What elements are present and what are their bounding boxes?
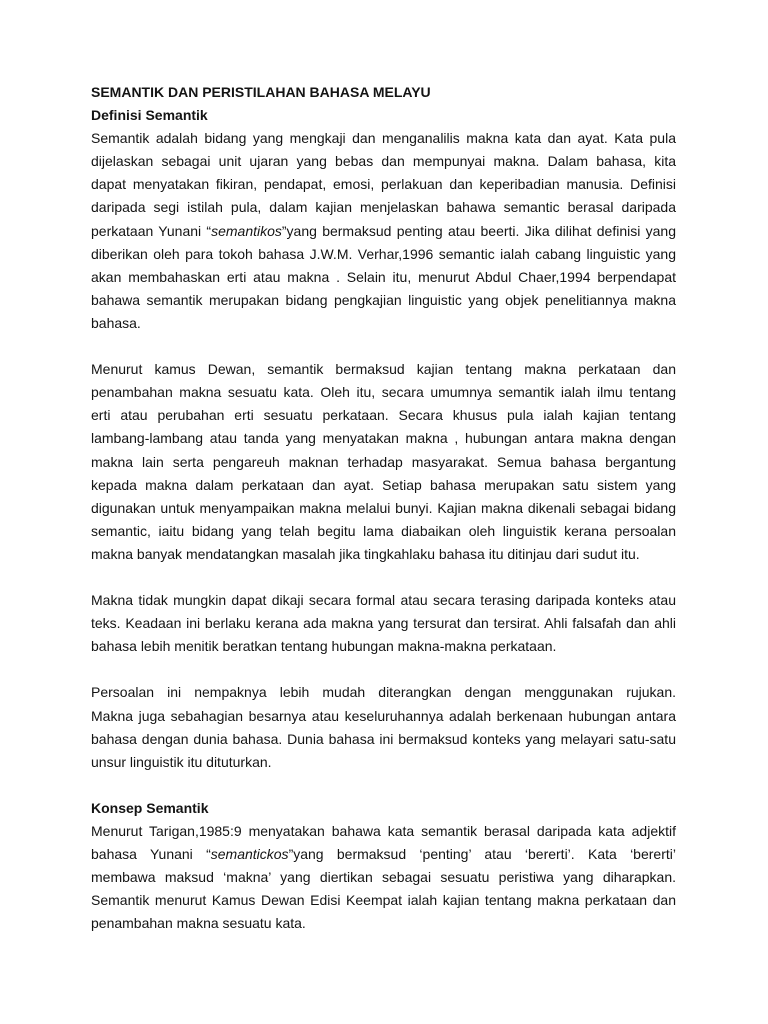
document-body [91,81,676,959]
line-segment: bahasa Yunani “ [91,846,211,863]
emphasized-term: semantikos [211,222,282,239]
line-segment: ”yang bermaksud ‘penting’ atau ‘bererti’. Kata ‘bererti’ [288,846,676,863]
paragraph-line: membawa maksud ‘makna’ yang diertikan sebagai sesuatu peristiwa yang diharapkan. [91,869,676,886]
section-definisi-semantik [91,104,676,774]
paragraph-line [91,843,676,866]
paragraph-line: unsur linguistik itu dituturkan. [91,753,272,770]
paragraph [91,681,676,773]
paragraph-line: Semantik menurut Kamus Dewan Edisi Keempat ialah kajian tentang makna perkataan dan [91,892,676,909]
section-konsep-semantik [91,797,676,936]
paragraph [91,589,676,658]
paragraph-line: daripada segi istilah pula, dalam kajian menjelaskan bahawa semantic berasal daripada [91,199,676,216]
paragraph-line: erti atau perubahan erti sesuatu perkataan. Secara khusus pula ialah kajian tentang [91,407,676,424]
emphasized-term: semantickos [210,846,289,863]
paragraph-line: Semantik adalah bidang yang mengkaji dan menganalilis makna kata dan ayat. Kata pula [91,130,676,147]
paragraph-line: dijelaskan sebagai unit ujaran yang bebas dan mempunyai makna. Dalam bahasa, kita [91,153,676,170]
paragraph-line: penambahan makna sesuatu kata. [91,915,306,932]
paragraph-line: dapat menyatakan fikiran, pendapat, emosi, perlakuan dan keperibadian manusia. Definisi [91,176,676,193]
paragraph-line: makna banyak mendatangkan masalah jika tingkahlaku bahasa itu ditinjau dari sudut itu. [91,545,640,562]
paragraph-line: teks. Keadaan ini berlaku kerana ada makna yang tersurat dan tersirat. Ahli falsafah dan ahli [91,615,676,632]
paragraph-line: diberikan oleh para tokoh bahasa J.W.M. Verhar,1996 semantic ialah cabang linguistic yang [91,245,676,262]
paragraph-line: bahasa dengan dunia bahasa. Dunia bahasa ini bermaksud konteks yang melayari satu-satu [91,730,676,747]
paragraph-line: Menurut kamus Dewan, semantik bermaksud kajian tentang makna perkataan dan [91,361,676,378]
paragraph-line: bahasa. [91,314,141,331]
paragraph-line: bahasa lebih menitik beratkan tentang hubungan makna-makna perkataan. [91,638,557,655]
paragraph-line: makna lain serta pengareuh maknan terhadap masyarakat. Semua bahasa bergantung [91,453,676,470]
paragraph-line: digunakan untuk menyampaikan makna melalui bunyi. Kajian makna dikenali sebagai bidang [91,499,676,516]
paragraph-line: akan membahaskan erti atau makna . Selain itu, menurut Abdul Chaer,1994 berpendapat [91,268,676,285]
paragraph-line: Menurut Tarigan,1985:9 menyatakan bahawa kata semantik berasal daripada kata adjektif [91,823,676,839]
paragraph-line: Persoalan ini nempaknya lebih mudah diterangkan dengan menggunakan rujukan. [91,684,676,701]
line-segment: perkataan Yunani “ [91,222,212,239]
paragraph-line: kepada makna dalam perkataan dan ayat. Setiap bahasa merupakan satu sistem yang [91,476,676,493]
paragraph-line: penambahan makna sesuatu kata. Oleh itu, secara umumnya semantik ialah ilmu tentang [91,384,676,401]
paragraph [91,127,676,335]
section-heading: Konsep Semantik [91,799,209,816]
paragraph-line: semantic, iaitu bidang yang telah begitu lama diabaikan oleh linguistik kerana persoalan [91,522,676,539]
paragraph-line: Makna juga sebahagian besarnya atau keseluruhannya adalah berkenaan hubungan antara [91,707,676,724]
paragraph [91,820,676,935]
paragraph [91,358,676,566]
document-title: SEMANTIK DAN PERISTILAHAN BAHASA MELAYU [91,84,431,100]
section-heading: Definisi Semantik [91,107,208,124]
paragraph-line: lambang-lambang atau tanda yang menyatakan makna , hubungan antara makna dengan [91,430,676,447]
paragraph-line: Makna tidak mungkin dapat dikaji secara formal atau secara terasing daripada konteks atau [91,592,676,609]
paragraph-line: bahawa semantik merupakan bidang pengkajian linguistic yang objek penelitiannya makna [91,291,676,308]
line-segment: ”yang bermaksud penting atau beerti. Jika dilihat definisi yang [281,222,676,239]
paragraph-line [91,220,676,243]
